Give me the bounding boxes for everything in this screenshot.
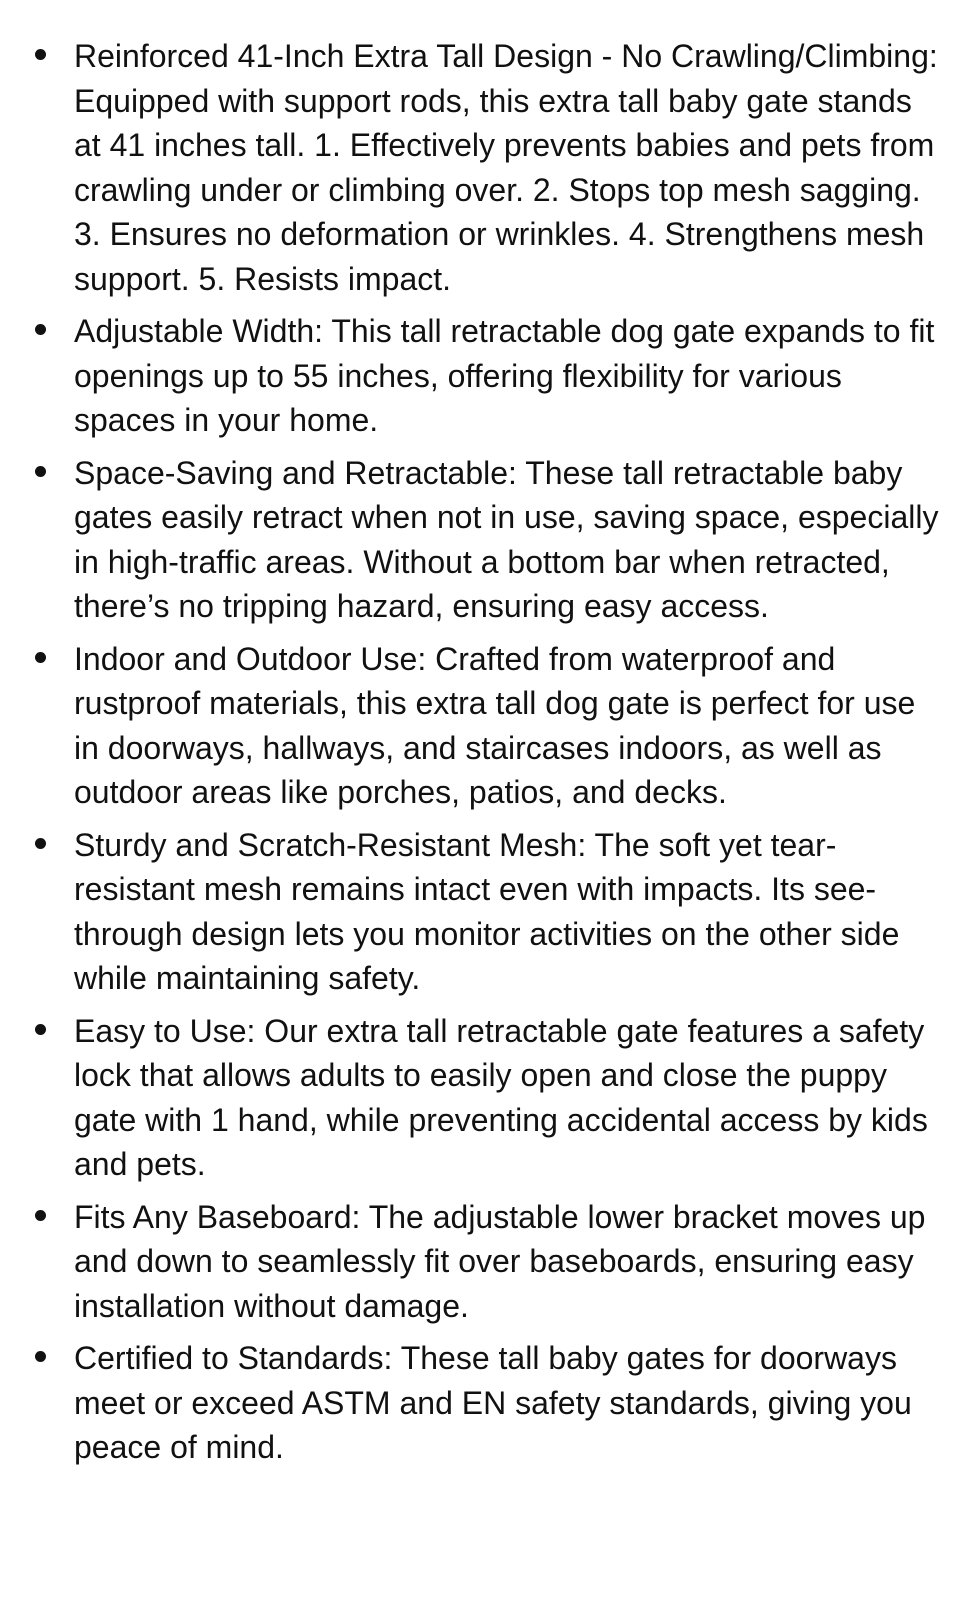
bullet-icon <box>35 324 46 335</box>
list-item <box>74 1009 945 1187</box>
feature-text: Easy to Use: Our extra tall retractable gate features a safety lock that allows adults to easily open and close the puppy gate with 1 hand, while preventing accidental access by kids and pets. <box>74 1012 928 1182</box>
feature-text: Sturdy and Scratch-Resistant Mesh: The soft yet tear-resistant mesh remains intact even with impacts. Its see-through design lets you monitor activities on the other side while maintaining safety. <box>74 826 900 996</box>
bullet-icon <box>35 838 46 849</box>
list-item <box>74 451 945 629</box>
bullet-icon <box>35 652 46 663</box>
list-item <box>74 823 945 1001</box>
feature-list <box>74 34 945 1470</box>
list-item <box>74 34 945 301</box>
feature-text: Adjustable Width: This tall retractable dog gate expands to fit openings up to 55 inches, offering flexibility for various spaces in your home. <box>74 313 935 438</box>
bullet-icon <box>35 1024 46 1035</box>
feature-text: Reinforced 41-Inch Extra Tall Design - No Crawling/Climbing: Equipped with support rods, this extra tall baby gate stands at 41 inches tall. 1. Effectively prevents babies and pets from crawling under or climbing over. 2. Stops top mesh sagging. 3. Ensures no deformation or wrinkles. 4. Strengthens mesh support. 5. Resists impact. <box>74 38 938 297</box>
bullet-icon <box>35 49 46 60</box>
list-item <box>74 637 945 815</box>
feature-text: Certified to Standards: These tall baby gates for doorways meet or exceed ASTM and EN safety standards, giving you peace of mind. <box>74 1340 912 1465</box>
feature-text: Indoor and Outdoor Use: Crafted from waterproof and rustproof materials, this extra tall dog gate is perfect for use in doorways, hallways, and staircases indoors, as well as outdoor areas like porches, patios, and decks. <box>74 640 916 810</box>
bullet-icon <box>35 1351 46 1362</box>
feature-text: Space-Saving and Retractable: These tall retractable baby gates easily retract when not in use, saving space, especially in high-traffic areas. Without a bottom bar when retracted, there’s no tripping hazard, ensuring easy access. <box>74 454 939 624</box>
bullet-icon <box>35 466 46 477</box>
bullet-icon <box>35 1210 46 1221</box>
feature-text: Fits Any Baseboard: The adjustable lower bracket moves up and down to seamlessly fit over baseboards, ensuring easy installation without damage. <box>74 1198 926 1324</box>
list-item <box>74 1336 945 1470</box>
list-item <box>74 309 945 443</box>
list-item <box>74 1195 945 1329</box>
